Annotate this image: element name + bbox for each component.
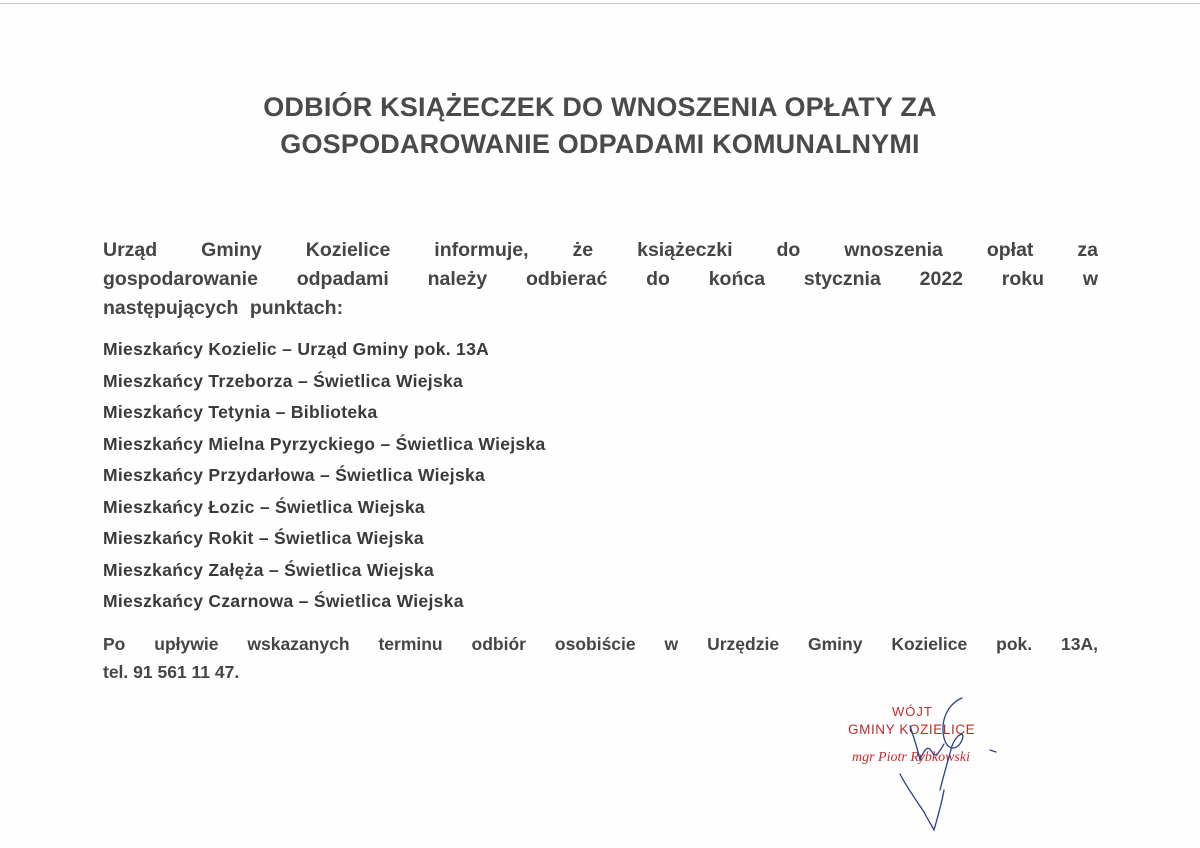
intro-line-3: następujących punktach: xyxy=(103,297,344,319)
official-stamp xyxy=(840,696,1030,836)
document-title xyxy=(0,89,1200,163)
location-item: Mieszkańcy Czarnowa – Świetlica Wiejska xyxy=(103,591,464,611)
footer-line-1: Po upływie wskazanych terminu odbiór osobiście w Urzędzie Gminy Kozielice pok. 13A, xyxy=(103,634,1098,654)
location-item: Mieszkańcy Przydarłowa – Świetlica Wiejska xyxy=(103,465,486,485)
location-item: Mieszkańcy Rokit – Świetlica Wiejska xyxy=(103,528,424,548)
stamp-gmina-name: GMINY KOZIELICE xyxy=(848,722,976,737)
stamp-office-title: WÓJT xyxy=(892,704,933,719)
location-item: Mieszkańcy Trzeborza – Świetlica Wiejska xyxy=(103,370,464,391)
location-item: Mieszkańcy Mielna Pyrzyckiego – Świetlica Wiejska xyxy=(103,433,546,454)
top-edge-line xyxy=(0,3,1200,4)
title-line-2: GOSPODAROWANIE ODPADAMI KOMUNALNYMI xyxy=(280,129,920,159)
footer-note xyxy=(103,630,1098,686)
intro-line-2: gospodarowanie odpadami należy odbierać do końca stycznia 2022 roku w xyxy=(103,268,1098,290)
intro-paragraph xyxy=(103,236,1098,323)
title-line-1: ODBIÓR KSIĄŻECZEK DO WNOSZENIA OPŁATY ZA xyxy=(263,92,937,122)
stamp-official-name: mgr Piotr Rybkowski xyxy=(852,750,970,765)
location-item: Mieszkańcy Załęża – Świetlica Wiejska xyxy=(103,559,434,580)
pickup-locations-list xyxy=(103,334,1003,618)
location-item: Mieszkańcy Kozielic – Urząd Gminy pok. 13A xyxy=(103,339,490,359)
intro-line-1: Urząd Gminy Kozielice informuje, że książeczki do wnoszenia opłat za xyxy=(103,239,1098,261)
location-item: Mieszkańcy Łozic – Świetlica Wiejska xyxy=(103,496,425,517)
location-item: Mieszkańcy Tetynia – Biblioteka xyxy=(103,402,378,422)
footer-line-2: tel. 91 561 11 47. xyxy=(103,662,240,682)
